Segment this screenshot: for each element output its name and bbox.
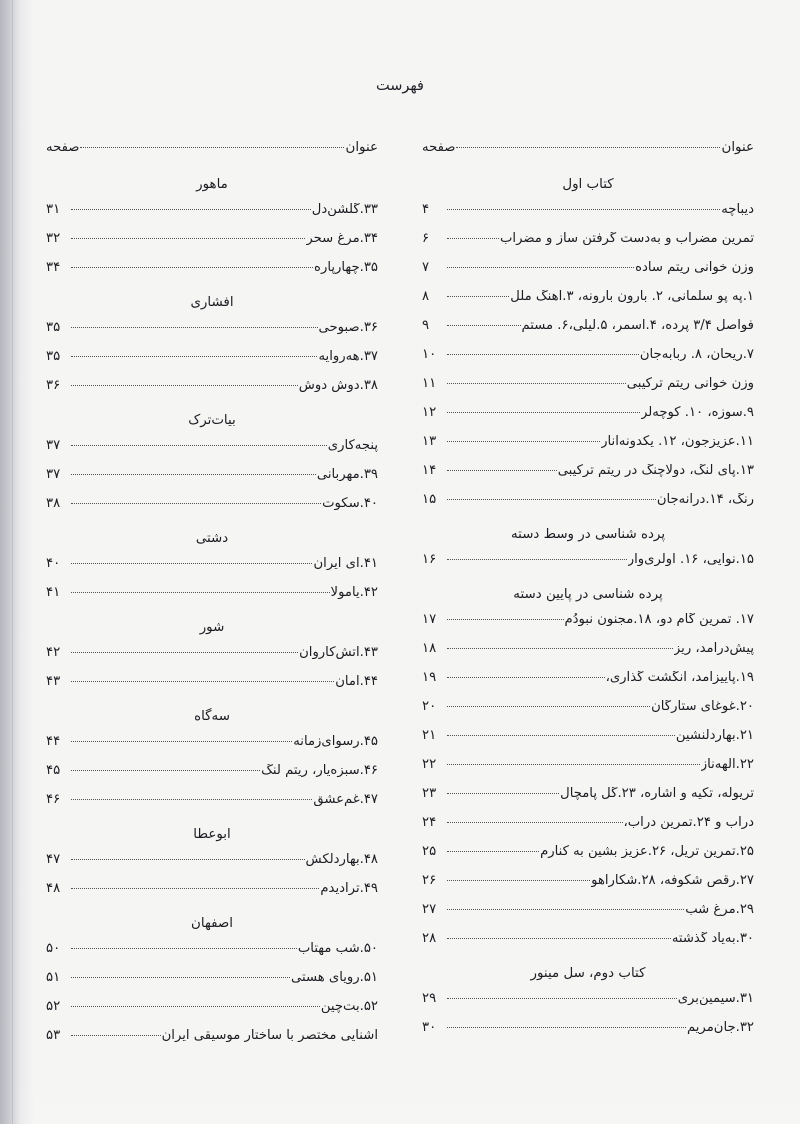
toc-entry-page-number: ۵۰ [46,941,61,957]
toc-entry-page-number: ۳۱ [46,202,61,218]
dot-leader [456,138,720,151]
toc-entry[interactable] [46,1026,378,1055]
toc-entry-label: ۴۵.رسوای‌زمانه [293,735,378,749]
toc-entry[interactable] [46,939,378,968]
toc-entry-page-number: ۴۰ [46,556,61,572]
toc-entry-page-number: ۲۲ [422,757,437,773]
toc-entry-label: تمرین مضراب و به‌دست گرفتن ساز و مضراب [500,232,754,246]
toc-section-label: افشاری [190,295,234,310]
toc-entry-label: ۱۹.پاییزآمد، انگشت گذاری، [605,671,754,685]
dot-leader [447,345,639,358]
toc-entry-label: ۲۰.غوغای ستارگان [651,700,754,714]
toc-column-left [46,138,378,1055]
toc-entry-label: ۱۵.نوایی، ۱۶. اولری‌وار [627,553,754,567]
toc-entry[interactable] [422,229,754,258]
toc-entry-label: ۴۹.ترادیدم [320,882,378,896]
toc-section-heading [46,523,378,554]
toc-entry[interactable] [422,784,754,813]
toc-entry[interactable] [46,436,378,465]
dot-leader [447,461,557,474]
toc-entry-page-number: ۱۰ [422,347,437,363]
toc-entry[interactable] [422,287,754,316]
toc-entry-label: ۴۶.سبزه‌یار، ریتم لنگ [261,764,378,778]
toc-entry-page-number: ۲۶ [422,873,437,889]
toc-entry[interactable] [422,610,754,639]
toc-section-label: کتاب دوم، سل مینور [530,966,646,981]
dot-leader [447,989,677,1002]
toc-entry-page-number: ۴۷ [46,852,61,868]
dot-leader [447,550,627,563]
toc-section-heading [46,819,378,850]
dot-leader [71,376,298,389]
toc-section-heading [46,169,378,200]
dot-leader [71,583,330,596]
dot-leader [71,494,321,507]
toc-entry-label: ۳۶.صبوحی [318,321,378,335]
toc-entry-page-number: ۱۴ [422,463,437,479]
toc-entry[interactable] [46,200,378,229]
toc-entry-label: فواصل ۳/۴ پرده، ۴.اسمر، ۵.لیلی،۶. مستم [521,319,754,333]
toc-entry-page-number: ۳۴ [46,260,61,276]
toc-entry-page-number: ۲۴ [422,815,437,831]
dot-leader [80,138,344,151]
toc-entry-page-number: ۵۱ [46,970,61,986]
dot-leader [71,229,305,242]
toc-entry-page-number: ۴ [422,202,430,218]
toc-section-heading [46,405,378,436]
toc-entry-label: ۲۷.رقص شکوفه، ۲۸.شکارآهو [591,874,754,888]
toc-entry-page-number: ۱۷ [422,612,437,628]
toc-entry-label: ۳۱.سیمین‌بری [677,992,754,1006]
toc-entry[interactable] [422,697,754,726]
toc-entry[interactable] [46,761,378,790]
toc-entry-page-number: ۸ [422,289,430,305]
toc-entry-page-number: ۴۲ [46,645,61,661]
toc-entry-label: دیباچه [721,203,754,217]
toc-header-row-right [422,138,754,169]
toc-entry-label: ۱۱.عزیزجون، ۱۲. یکدونه‌انار [601,435,754,449]
toc-entry-label: ۵۱.رویای هستی [291,971,378,985]
toc-section-label: شور [199,620,225,635]
toc-entry[interactable] [422,403,754,432]
toc-entry-page-number: ۱۹ [422,670,437,686]
toc-entry[interactable] [46,554,378,583]
dot-leader [71,790,312,803]
toc-entry-page-number: ۶ [422,231,430,247]
toc-section-label: پرده شناسی در وسط دسته [510,527,666,542]
toc-entry[interactable] [422,550,754,579]
toc-entry-label: ۳۴.مرغ سحر [306,232,378,246]
toc-entry-page-number: ۴۸ [46,881,61,897]
toc-entry-label: ۱۳.پای لنگ، دولاچنگ در ریتم ترکیبی [557,464,754,478]
toc-entry[interactable] [46,643,378,672]
toc-entry-label: ۴۸.بهاردلکش [305,853,378,867]
toc-header-page-label: صفحه [46,140,80,156]
toc-entry[interactable] [46,347,378,376]
toc-entry[interactable] [46,494,378,523]
toc-columns [0,138,800,1055]
toc-entry-page-number: ۲۱ [422,728,437,744]
toc-entry[interactable] [422,668,754,697]
toc-header-page-label: صفحه [422,140,456,156]
toc-entry-label: ۳۸.دوش دوش [298,379,378,393]
toc-entry-page-number: ۳۷ [46,467,61,483]
toc-section-label: ابوعطا [193,827,231,842]
dot-leader [71,879,319,892]
toc-entry-page-number: ۱۲ [422,405,437,421]
dot-leader [447,1018,686,1031]
toc-section-heading [422,958,754,989]
toc-entry-page-number: ۱۸ [422,641,437,657]
toc-section-label: پرده شناسی در پایین دسته [513,587,663,602]
toc-section-heading [422,519,754,550]
toc-entry-page-number: ۳۶ [46,378,61,394]
toc-entry[interactable] [46,258,378,287]
toc-entry-label: ۳۹.مهربانی [316,468,378,482]
toc-entry-page-number: ۱۱ [422,376,437,392]
toc-entry-page-number: ۴۳ [46,674,61,690]
toc-section-label: کتاب اول [562,177,614,192]
toc-section-heading [46,612,378,643]
toc-section-heading [422,579,754,610]
toc-entry-label: درآب و ۲۴.تمرین درآب، [623,816,754,830]
toc-entry-label: ۴۱.ای ایران [313,557,378,571]
toc-entry-page-number: ۳۸ [46,496,61,512]
toc-section-label: سه‌گاه [194,709,230,724]
toc-header-title-label: عنوان [345,141,378,155]
toc-header-row-left [46,138,378,169]
toc-column-right [422,138,754,1055]
toc-entry-page-number: ۹ [422,318,430,334]
toc-entry-page-number: ۲۹ [422,991,437,1007]
toc-entry-label: ۲۱.بهاردلنشین [675,729,754,743]
page-bottom-fade [0,1084,800,1124]
dot-leader [447,316,521,329]
toc-entry-label: ۵۰.شب مهتاب [297,942,378,956]
dot-leader [71,732,292,745]
dot-leader [447,755,700,768]
toc-entry-label: آشنایی مختصر با ساختار موسیقی ایران [161,1029,378,1043]
dot-leader [447,200,720,213]
dot-leader [447,871,590,884]
toc-entry-page-number: ۴۱ [46,585,61,601]
dot-leader [71,554,312,567]
toc-entry[interactable] [422,258,754,287]
toc-section-label: بیات‌ترک [188,413,236,428]
dot-leader [447,900,684,913]
toc-section-label: دشتی [195,531,229,546]
toc-entry-page-number: ۳۵ [46,349,61,365]
toc-section-heading [46,287,378,318]
toc-entry-label: پنجه‌کاری [327,439,378,453]
toc-entry-label: ۱۷. تمرین گام دو، ۱۸.مجنون نبودُم [564,613,754,627]
toc-entry-label: ۳۵.چهارپاره [314,261,378,275]
toc-entry-label: ۳۰.به‌یاد گذشته [671,932,754,946]
toc-entry[interactable] [46,318,378,347]
toc-entry-label: پیش‌درآمد، ریز [673,642,754,656]
toc-entry-page-number: ۵۲ [46,999,61,1015]
toc-entry[interactable] [422,461,754,490]
dot-leader [71,968,290,981]
dot-leader [447,374,626,387]
toc-header-title-label: عنوان [721,141,754,155]
toc-entry-page-number: ۴۴ [46,734,61,750]
dot-leader [447,813,623,826]
page-title: فهرست [375,78,424,94]
toc-entry[interactable] [46,732,378,761]
dot-leader [447,697,650,710]
toc-entry[interactable] [422,316,754,345]
dot-leader [71,997,320,1010]
toc-entry[interactable] [46,376,378,405]
toc-entry[interactable] [46,997,378,1026]
toc-entry[interactable] [422,813,754,842]
toc-entry-page-number: ۴۶ [46,792,61,808]
dot-leader [447,784,559,797]
toc-entry-page-number: ۳۵ [46,320,61,336]
toc-entry[interactable] [422,200,754,229]
dot-leader [71,1026,161,1039]
toc-entry-page-number: ۳۲ [46,231,61,247]
dot-leader [447,929,671,942]
dot-leader [447,432,600,445]
toc-entry[interactable] [422,929,754,958]
toc-entry[interactable] [46,583,378,612]
toc-entry-label: وزن خوانی ریتم ساده [635,261,754,275]
toc-entry-label: تریوله، تکیه و اشاره، ۲۳.گل پامچال [560,787,754,801]
toc-section-label: ماهور [196,177,228,192]
toc-entry-page-number: ۲۸ [422,931,437,947]
toc-entry-label: وزن خوانی ریتم ترکیبی [626,377,754,391]
dot-leader [71,200,311,213]
toc-entry-label: ۳۲.جان‌مریم [686,1021,754,1035]
toc-entry-label: ۴۴.آمان [335,675,378,689]
toc-entry-page-number: ۳۷ [46,438,61,454]
toc-entry-page-number: ۲۷ [422,902,437,918]
dot-leader [447,639,673,652]
dot-leader [71,761,260,774]
toc-entry[interactable] [422,374,754,403]
dot-leader [71,347,317,360]
toc-section-label: اصفهان [191,916,233,931]
toc-entry-page-number: ۳۰ [422,1020,437,1036]
dot-leader [71,643,298,656]
toc-entry-label: ۲۲.الهه‌ناز [700,758,754,772]
toc-entry-label: ۱.په پو سلمانی، ۲. بارون بارونه، ۳.آهنگ ملل [510,290,754,304]
toc-entry[interactable] [422,755,754,784]
toc-entry[interactable] [422,345,754,374]
dot-leader [71,850,305,863]
dot-leader [447,726,675,739]
toc-entry[interactable] [46,879,378,908]
toc-entry[interactable] [422,639,754,668]
toc-section-heading [46,701,378,732]
toc-entry[interactable] [422,871,754,900]
toc-entry[interactable] [46,790,378,819]
dot-leader [447,287,509,300]
dot-leader [71,672,334,685]
toc-entry-label: ۹.سوزه، ۱۰. کوچه‌لر [640,406,754,420]
dot-leader [71,436,327,449]
toc-entry[interactable] [422,726,754,755]
toc-entry-label: ۵۲.بت‌چین [320,1000,378,1014]
toc-entry-page-number: ۷ [422,260,430,276]
toc-entry[interactable] [46,850,378,879]
toc-entry[interactable] [422,432,754,461]
toc-entry-label: ۲۹.مرغ شب [685,903,754,917]
toc-entry-label: ۲۵.تمرین تریل، ۲۶.عزیز بشین به کنارم [540,845,754,859]
dot-leader [71,258,313,271]
toc-entry-label: ۴۰.سکوت [322,497,378,511]
toc-entry-page-number: ۵۳ [46,1028,61,1044]
dot-leader [447,403,640,416]
toc-entry[interactable] [422,900,754,929]
dot-leader [71,465,316,478]
dot-leader [447,490,656,503]
dot-leader [71,318,318,331]
toc-entry[interactable] [422,989,754,1018]
toc-entry-label: ۳۷.هه‌روایه [318,350,378,364]
toc-entry[interactable] [422,490,754,519]
toc-entry-page-number: ۲۳ [422,786,437,802]
toc-entry[interactable] [422,842,754,871]
toc-entry-page-number: ۱۶ [422,552,437,568]
toc-entry-label: رنگ، ۱۴.درانه‌جان [656,493,754,507]
dot-leader [447,842,539,855]
dot-leader [447,610,564,623]
dot-leader [447,258,634,271]
toc-section-heading [46,908,378,939]
toc-entry[interactable] [46,672,378,701]
toc-entry[interactable] [46,229,378,258]
toc-entry-label: ۳۳.گلشن‌دل [311,203,378,217]
toc-entry-label: ۴۲.یامولا [330,586,378,600]
toc-entry-label: ۴۷.غم‌عشق [313,793,378,807]
toc-entry[interactable] [46,465,378,494]
toc-entry-label: ۷.ریحان، ۸. ربابه‌جان [639,348,754,362]
dot-leader [71,939,297,952]
toc-entry-label: ۴۳.آتش‌کاروان [299,646,378,660]
toc-entry[interactable] [422,1018,754,1047]
toc-section-heading [422,169,754,200]
toc-entry-page-number: ۲۵ [422,844,437,860]
toc-entry-page-number: ۱۳ [422,434,437,450]
dot-leader [447,668,605,681]
toc-entry-page-number: ۲۰ [422,699,437,715]
toc-entry-page-number: ۴۵ [46,763,61,779]
toc-entry-page-number: ۱۵ [422,492,437,508]
toc-entry[interactable] [46,968,378,997]
dot-leader [447,229,499,242]
